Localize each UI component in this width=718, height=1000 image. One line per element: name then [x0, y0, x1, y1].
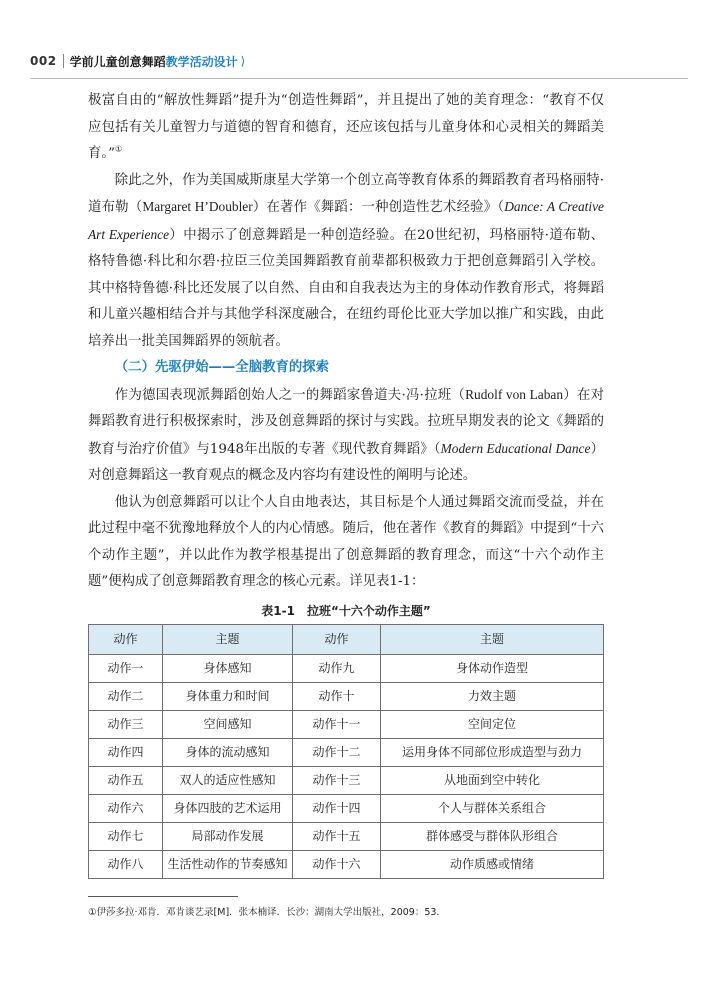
header-rule	[30, 78, 688, 79]
paragraph-2	[88, 168, 604, 356]
book-title-part1: 学前儿童创意舞蹈	[69, 54, 166, 69]
column-header: 主题	[381, 624, 604, 654]
table-cell: 动作十一	[293, 710, 381, 738]
table-cell: 空间定位	[381, 710, 604, 738]
table-cell: 动作八	[89, 850, 163, 878]
paragraph-3-text-c: ）对创意舞蹈这一教育观点的概念及内容均有建设性的阐明与论述。	[88, 441, 604, 483]
table-cell: 动作三	[89, 710, 163, 738]
table-cell: 动作五	[89, 766, 163, 794]
main-content	[88, 88, 604, 879]
table-row	[89, 682, 604, 710]
table-cell: 动作十五	[293, 822, 381, 850]
table-cell: 生活性动作的节奏感知	[163, 850, 293, 878]
table-cell: 双人的适应性感知	[163, 766, 293, 794]
footnote-ref[interactable]: ①	[114, 144, 123, 154]
table-row	[89, 654, 604, 682]
table-cell: 动作十	[293, 682, 381, 710]
table-header-row	[89, 624, 604, 654]
paragraph-1	[88, 88, 604, 168]
table-caption: 表1-1 拉班“十六个动作主题”	[261, 603, 431, 618]
page-number: 002	[30, 54, 57, 68]
table-row	[89, 710, 604, 738]
table-cell: 动作二	[89, 682, 163, 710]
table-row	[89, 794, 604, 822]
table-cell: 身体重力和时间	[163, 682, 293, 710]
table-cell: 局部动作发展	[163, 822, 293, 850]
person-name-en: Margaret H’Doubler	[142, 199, 253, 214]
table-cell: 身体四肢的艺术运用	[163, 794, 293, 822]
paragraph-4: 他认为创意舞蹈可以让个人自由地表达，其目标是个人通过舞蹈交流而受益，并在此过程中毫不犹豫地释放个人的内心情感。随后，他在著作《教育的舞蹈》中提到“十六个动作主题”，并以此作为教学根基提出了创意舞蹈的教育理念，而这“十六个动作主题”便构成了创意舞蹈教育理念的核心元素。详见表1-1：	[88, 494, 604, 589]
paragraph-3	[88, 382, 604, 490]
footnote: ①伊莎多拉·邓肯．邓肯谈艺录[M]．张本楠译．长沙：湖南大学出版社，2009：53.	[88, 907, 440, 918]
book-title	[70, 53, 238, 70]
footnote-rule	[88, 896, 238, 897]
table-cell: 动作十六	[293, 850, 381, 878]
section-heading: （二）先驱伊始——全脑教育的探索	[114, 360, 330, 375]
book-title-part2: 教学活动设计	[165, 54, 238, 69]
table-cell: 动作十四	[293, 794, 381, 822]
table-cell: 从地面到空中转化	[381, 766, 604, 794]
table-cell: 身体的流动感知	[163, 738, 293, 766]
table-cell: 个人与群体关系组合	[381, 794, 604, 822]
running-header	[30, 48, 245, 74]
paragraph-2-text-c: ）中揭示了创意舞蹈是一种创造经验。在20世纪初，玛格丽特·道布勒、格特鲁德·科比和尔碧·拉臣三位美国舞蹈教育前辈都积极致力于把创意舞蹈引入学校。其中格特鲁德·科比还发展了以自然、自由和自我表达为主的身体动作教育形式，将舞蹈和儿童兴趣相结合并与其他学科深度融合，在纽约哥伦比亚大学加以推广和实践，由此培养出一批美国舞蹈界的领航者。	[88, 227, 604, 349]
paragraph-3-text-b: ）在对舞蹈教育进行积极探索时，涉及创意舞蹈的探讨与实践。拉班早期发表的论文《舞蹈的教育与治疗价值》与1948年出版的专著《现代教育舞蹈》（	[88, 387, 605, 457]
column-header: 主题	[163, 624, 293, 654]
column-header: 动作	[89, 624, 163, 654]
table-cell: 动作九	[293, 654, 381, 682]
table-cell: 空间感知	[163, 710, 293, 738]
table-row	[89, 822, 604, 850]
book-title-en: Dance: A Creative Art Experience	[88, 199, 604, 242]
table-cell: 动作质感或情绪	[381, 850, 604, 878]
table-cell: 运用身体不同部位形成造型与劲力	[381, 738, 604, 766]
table-row	[89, 738, 604, 766]
table-row	[89, 850, 604, 878]
table-row	[89, 766, 604, 794]
book-title-en: Modern Educational Dance	[440, 440, 591, 456]
table-cell: 动作十二	[293, 738, 381, 766]
table-cell: 动作七	[89, 822, 163, 850]
paragraph-1-text: 极富自由的“解放性舞蹈”提升为“创造性舞蹈”，并且提出了她的美育理念：“教育不仅应包括有关儿童智力与道德的智育和德育，还应该包括与儿童身体和心灵相关的舞蹈美育。”	[88, 93, 604, 161]
motifs-table	[88, 624, 604, 879]
header-ornament-icon: ⟩	[240, 54, 246, 68]
table-cell: 群体感受与群体队形组合	[381, 822, 604, 850]
table-cell: 动作六	[89, 794, 163, 822]
table-cell: 动作十三	[293, 766, 381, 794]
column-header: 动作	[293, 624, 381, 654]
table-cell: 力效主题	[381, 682, 604, 710]
table-cell: 身体动作造型	[381, 654, 604, 682]
paragraph-2-text-b: ）在著作《舞蹈：一种创造性艺术经验》（	[252, 200, 505, 215]
table-cell: 动作四	[89, 738, 163, 766]
paragraph-3-text-a: 作为德国表现派舞蹈创始人之一的舞蹈家鲁道夫·冯·拉班（	[114, 387, 466, 403]
table-cell: 动作一	[89, 654, 163, 682]
paragraph-2-text-a: 除此之外，作为美国威斯康星大学第一个创立高等教育体系的舞蹈教育者玛格丽特·道布勒（	[88, 172, 604, 215]
header-divider	[63, 54, 64, 68]
person-name-en: Rudolf von Laban	[465, 386, 564, 402]
table-cell: 身体感知	[163, 654, 293, 682]
